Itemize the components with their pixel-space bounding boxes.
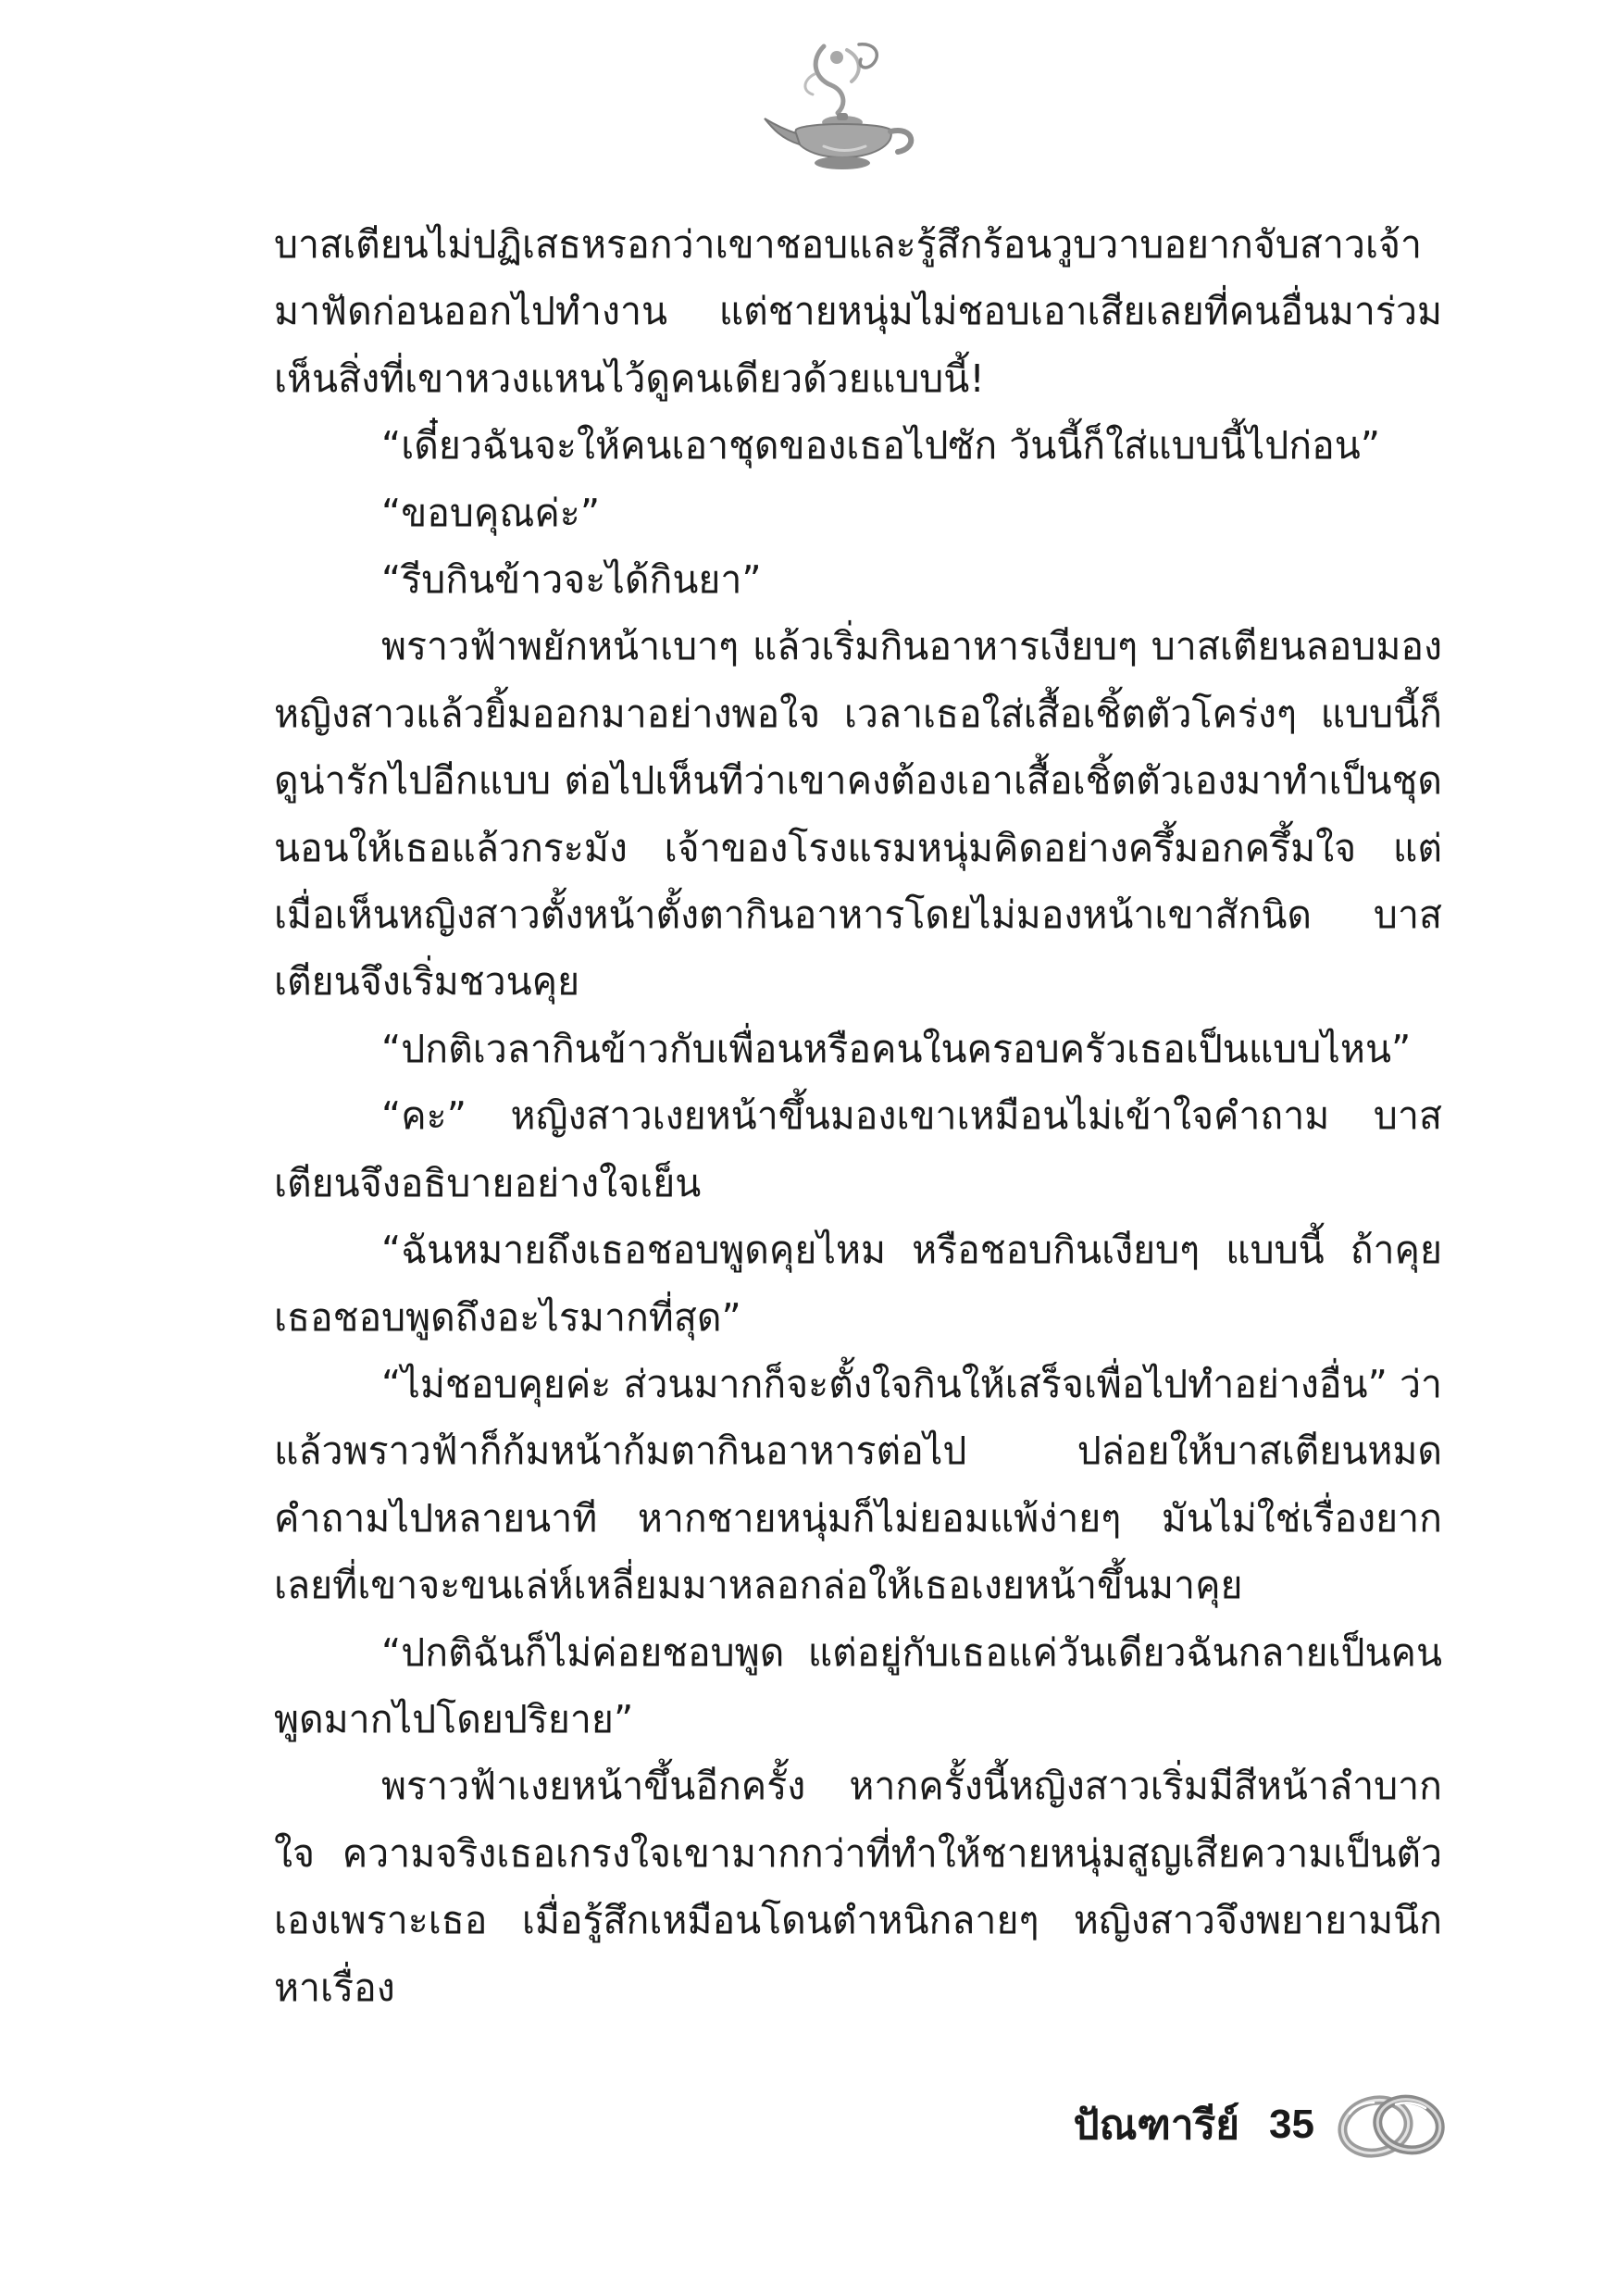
- paragraph: “ฉันหมายถึงเธอชอบพูดคุยไหม หรือชอบกินเงียบๆ แบบนี้ ถ้าคุยเธอชอบพูดถึงอะไรมากที่สุด”: [274, 1228, 1442, 1340]
- paragraph: “ไม่ชอบคุยค่ะ ส่วนมากก็จะตั้งใจกินให้เสร็จเพื่อไปทำอย่างอื่น” ว่าแล้วพราวฟ้าก็ก้มหน้าก้มตากินอาหารต่อไป ปล่อยให้บาสเตียนหมดคำถามไปหลายนาที หากชายหนุ่มก็ไม่ยอมแพ้ง่ายๆ มันไม่ใช่เรื่องยากเลยที่เขาจะขนเล่ห์เหลี่ยมมาหลอกล่อให้เธอเงยหน้าขึ้นมาคุย: [274, 1361, 1442, 1608]
- page-footer: [1074, 2083, 1451, 2166]
- paragraph: พราวฟ้าพยักหน้าเบาๆ แล้วเริ่มกินอาหารเงียบๆ บาสเตียนลอบมองหญิงสาวแล้วยิ้มออกมาอย่างพอใจ เวลาเธอใส่เสื้อเชิ้ตตัวโคร่งๆ แบบนี้ก็ดูน่ารักไปอีกแบบ ต่อไปเห็นทีว่าเขาคงต้องเอาเสื้อเชิ้ตตัวเองมาทำเป็นชุดนอนให้เธอแล้วกระมัง เจ้าของโรงแรมหนุ่มคิดอย่างครึ้มอกครึ้มใจ แต่เมื่อเห็นหญิงสาวตั้งหน้าตั้งตากินอาหารโดยไม่มองหน้าเขาสักนิด บาสเตียนจึงเริ่มชวนคุย: [274, 624, 1442, 1004]
- page-number: 35: [1269, 2102, 1314, 2147]
- paragraph: บาสเตียนไม่ปฏิเสธหรอกว่าเขาชอบและรู้สึกร้อนวูบวาบอยากจับสาวเจ้ามาฟัดก่อนออกไปทำงาน แต่ชายหนุ่มไม่ชอบเอาเสียเลยที่คนอื่นมาร่วมเห็นสิ่งที่เขาหวงแหนไว้ดูคนเดียวด้วยแบบนี้!: [274, 222, 1442, 401]
- wedding-rings-icon: [1331, 2086, 1451, 2164]
- story-text: [274, 211, 1442, 2021]
- paragraph: “คะ” หญิงสาวเงยหน้าขึ้นมองเขาเหมือนไม่เข้าใจคำถาม บาสเตียนจึงอธิบายอย่างใจเย็น: [274, 1093, 1442, 1205]
- paragraph: “ปกติเวลากินข้าวกับเพื่อนหรือคนในครอบครัวเธอเป็นแบบไหน”: [381, 1026, 1412, 1071]
- paragraph: “ปกติฉันก็ไม่ค่อยชอบพูด แต่อยู่กับเธอแค่วันเดียวฉันกลายเป็นคนพูดมากไปโดยปริยาย”: [274, 1629, 1442, 1741]
- paragraph: “เดี๋ยวฉันจะให้คนเอาชุดของเธอไปซัก วันนี้ก็ใส่แบบนี้ไปก่อน”: [381, 423, 1381, 468]
- paragraph: “ขอบคุณค่ะ”: [381, 490, 601, 535]
- author-name: ปัณฑารีย์: [1073, 2102, 1240, 2149]
- paragraph: “รีบกินข้าวจะได้กินยา”: [381, 557, 762, 603]
- paragraph: พราวฟ้าเงยหน้าขึ้นอีกครั้ง หากครั้งนี้หญิงสาวเริ่มมีสีหน้าลำบากใจ ความจริงเธอเกรงใจเขามากกว่าที่ทำให้ชายหนุ่มสูญเสียความเป็นตัวเองเพราะเธอ เมื่อรู้สึกเหมือนโดนตำหนิกลายๆ หญิงสาวจึงพยายามนึกหาเรื่อง: [274, 1764, 1442, 2010]
- genie-lamp-icon: [759, 37, 926, 176]
